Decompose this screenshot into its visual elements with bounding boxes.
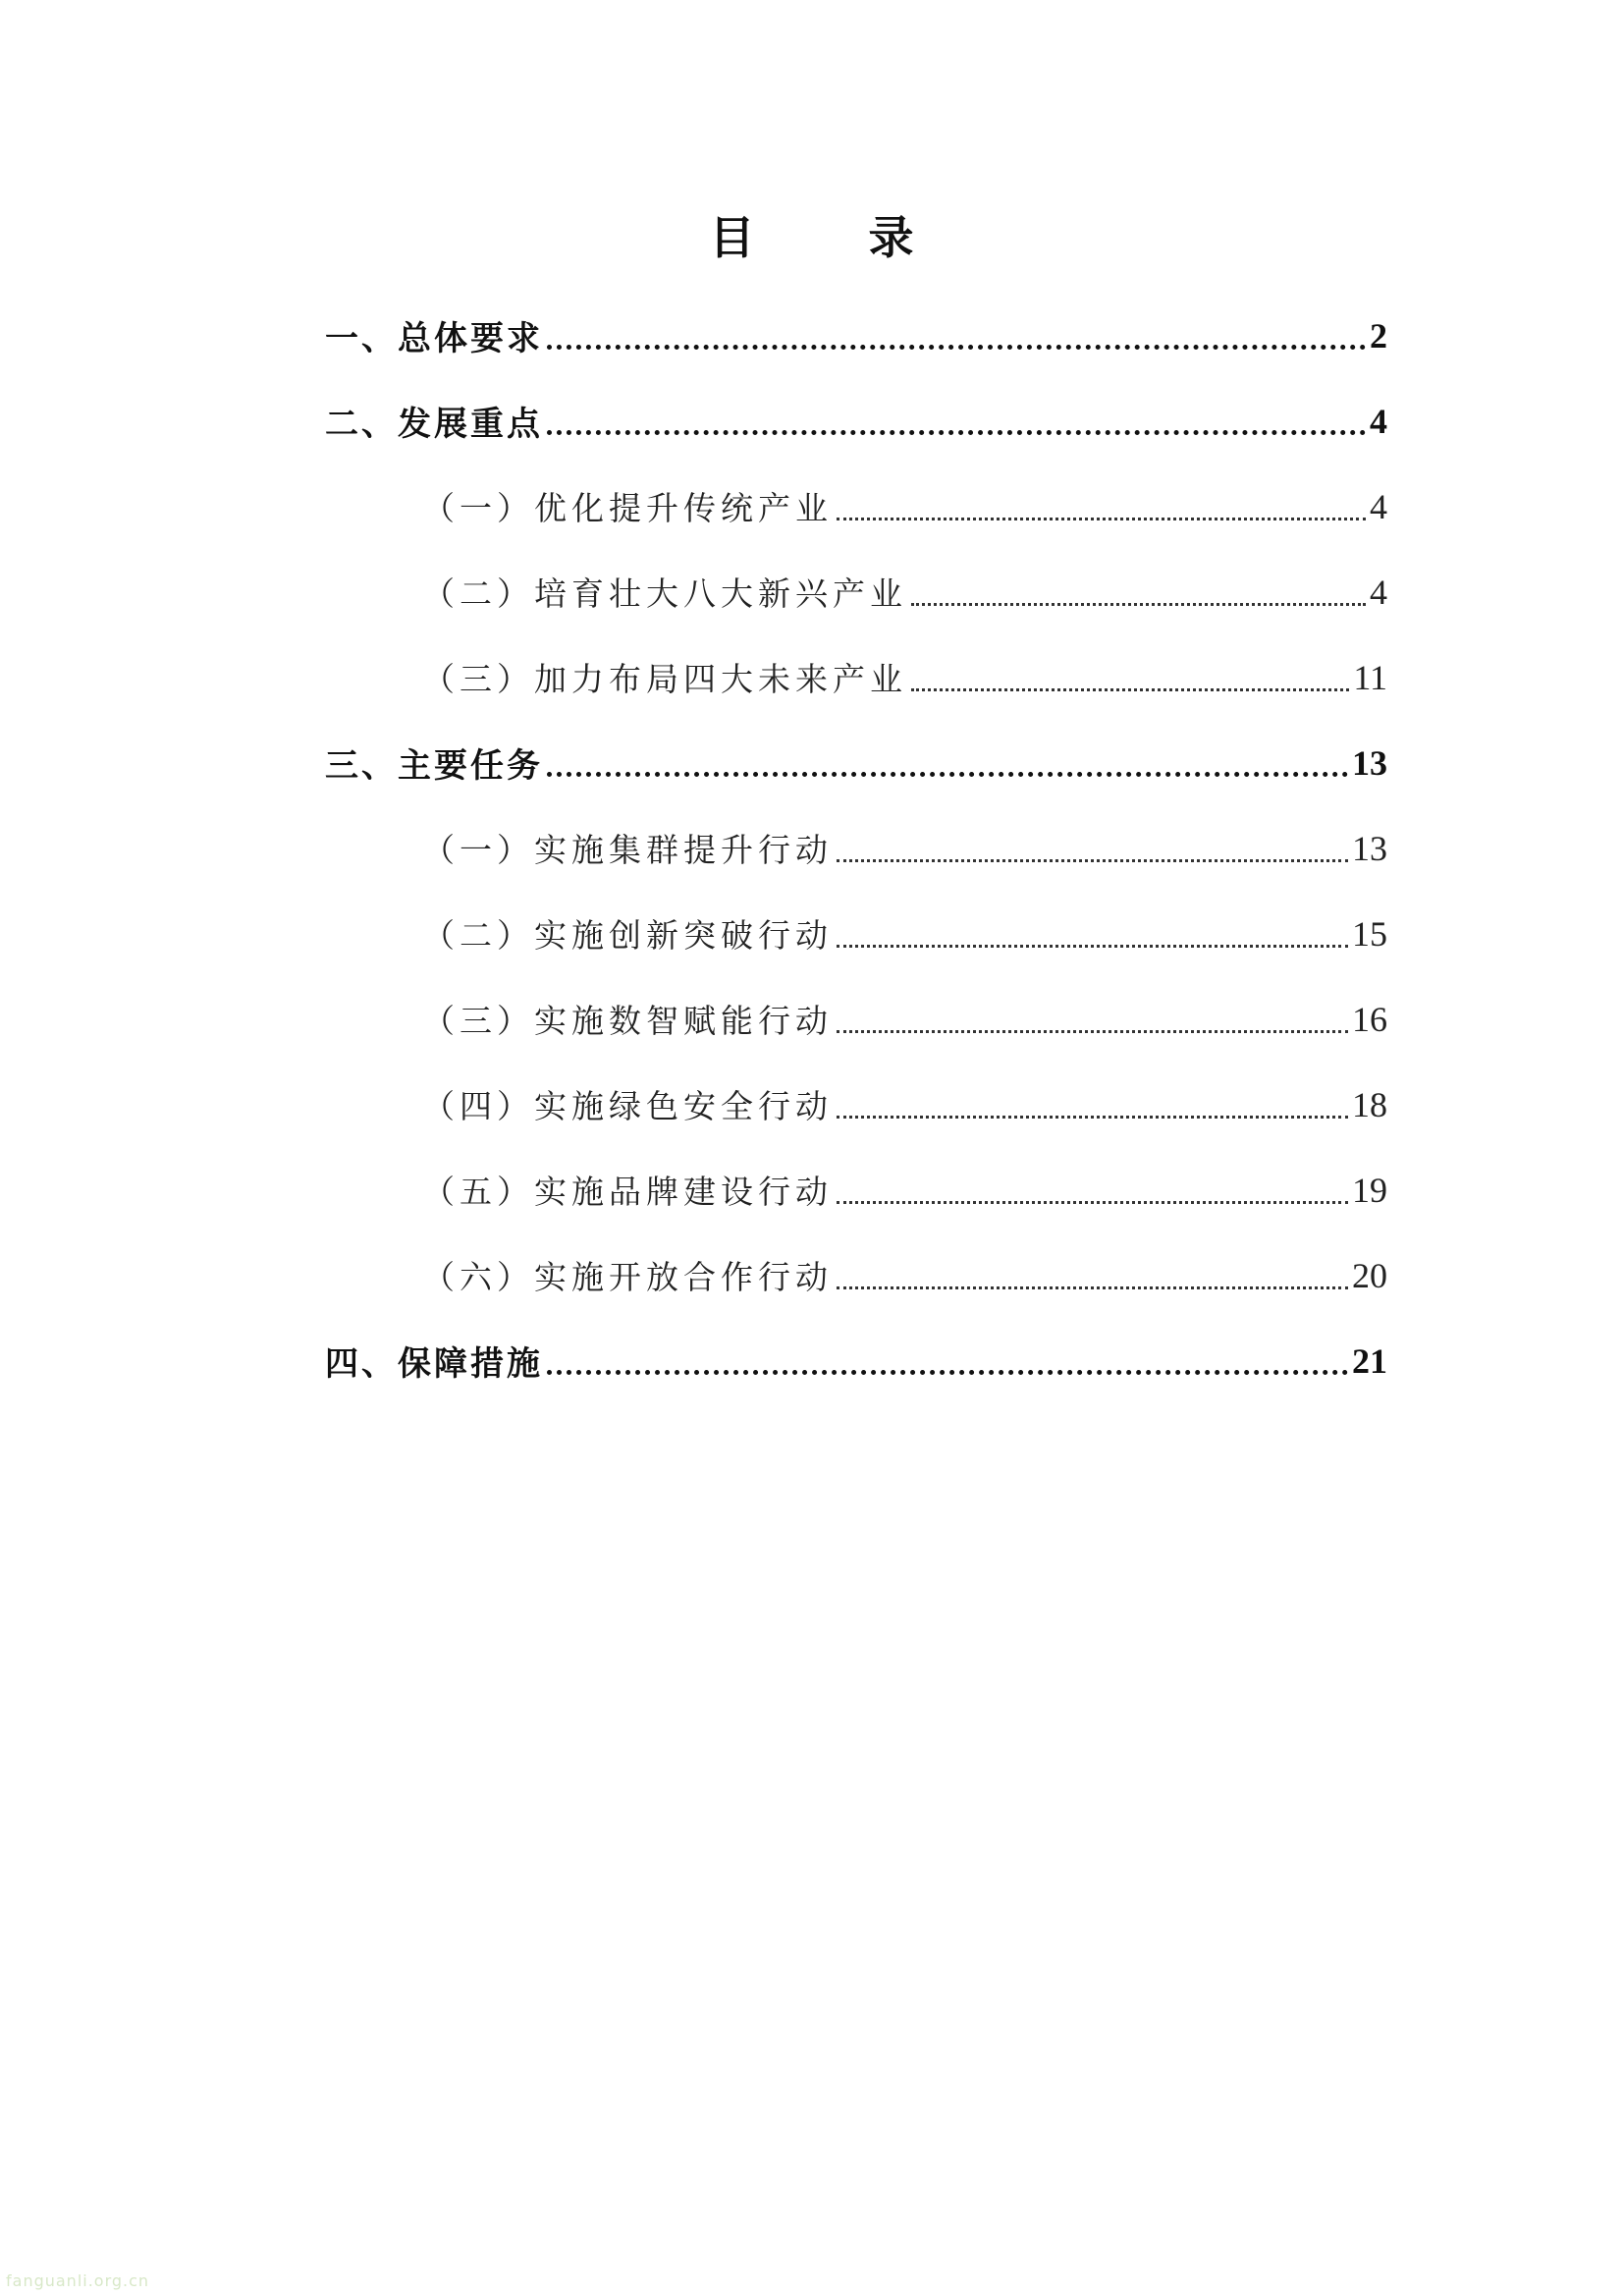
toc-page-number: 11 xyxy=(1353,657,1387,697)
toc-dot-leader xyxy=(911,573,1366,612)
toc-page-number: 4 xyxy=(1370,572,1387,612)
toc-page-number: 4 xyxy=(1370,486,1387,526)
toc-entry-label: （一）优化提升传统产业 xyxy=(422,489,833,527)
toc-entry-label: 三、主要任务 xyxy=(325,746,543,786)
toc-entry-label: （五）实施品牌建设行动 xyxy=(422,1173,833,1211)
toc-page-number: 20 xyxy=(1352,1255,1387,1295)
toc-entry-label: 四、保障措施 xyxy=(325,1344,543,1384)
toc-entry-chapter[interactable] xyxy=(325,378,1387,464)
toc-entry-chapter[interactable] xyxy=(325,1318,1387,1403)
toc-entry-section[interactable] xyxy=(325,1062,1387,1147)
toc-entry-section[interactable] xyxy=(325,891,1387,976)
toc-page-number: 21 xyxy=(1352,1340,1387,1381)
toc-entry-label: （二）实施创新突破行动 xyxy=(422,916,833,955)
toc-entry-label: （二）培育壮大八大新兴产业 xyxy=(422,574,907,613)
toc-title: 目 录 xyxy=(709,211,963,264)
toc-entry-label: 一、总体要求 xyxy=(325,319,543,358)
toc-dot-leader xyxy=(837,1256,1348,1295)
toc-entry-chapter[interactable] xyxy=(325,720,1387,805)
toc-dot-leader xyxy=(837,1085,1348,1124)
toc-page-number: 4 xyxy=(1370,401,1387,441)
toc-page-number: 19 xyxy=(1352,1170,1387,1210)
table-of-contents xyxy=(325,293,1387,1403)
toc-page-number: 18 xyxy=(1352,1084,1387,1124)
toc-entry-section[interactable] xyxy=(325,976,1387,1062)
toc-entry-label: （三）实施数智赋能行动 xyxy=(422,1002,833,1040)
toc-entry-label: （三）加力布局四大未来产业 xyxy=(422,660,907,698)
toc-entry-section[interactable] xyxy=(325,634,1387,720)
toc-dot-leader xyxy=(837,1000,1348,1039)
toc-entry-section[interactable] xyxy=(325,549,1387,634)
toc-page-number: 16 xyxy=(1352,999,1387,1039)
toc-dot-leader xyxy=(911,658,1349,697)
toc-page-number: 2 xyxy=(1370,315,1387,355)
toc-dot-leader xyxy=(837,829,1348,868)
toc-entry-chapter[interactable] xyxy=(325,293,1387,378)
toc-entry-label: 二、发展重点 xyxy=(325,405,543,444)
toc-page-number: 13 xyxy=(1352,742,1387,783)
toc-dot-leader xyxy=(547,316,1366,355)
toc-dot-leader xyxy=(547,743,1348,783)
toc-entry-section[interactable] xyxy=(325,464,1387,549)
toc-entry-label: （一）实施集群提升行动 xyxy=(422,831,833,869)
toc-dot-leader xyxy=(837,1171,1348,1210)
toc-dot-leader xyxy=(547,1341,1348,1381)
toc-entry-section[interactable] xyxy=(325,1232,1387,1318)
toc-entry-section[interactable] xyxy=(325,1147,1387,1232)
toc-dot-leader xyxy=(837,487,1366,526)
toc-entry-label: （四）实施绿色安全行动 xyxy=(422,1087,833,1125)
toc-entry-section[interactable] xyxy=(325,805,1387,891)
toc-dot-leader xyxy=(547,402,1366,441)
watermark-text: fanguanli.org.cn xyxy=(6,2271,150,2290)
toc-dot-leader xyxy=(837,914,1348,954)
toc-page-number: 13 xyxy=(1352,828,1387,868)
toc-entry-label: （六）实施开放合作行动 xyxy=(422,1258,833,1296)
toc-page-number: 15 xyxy=(1352,913,1387,954)
